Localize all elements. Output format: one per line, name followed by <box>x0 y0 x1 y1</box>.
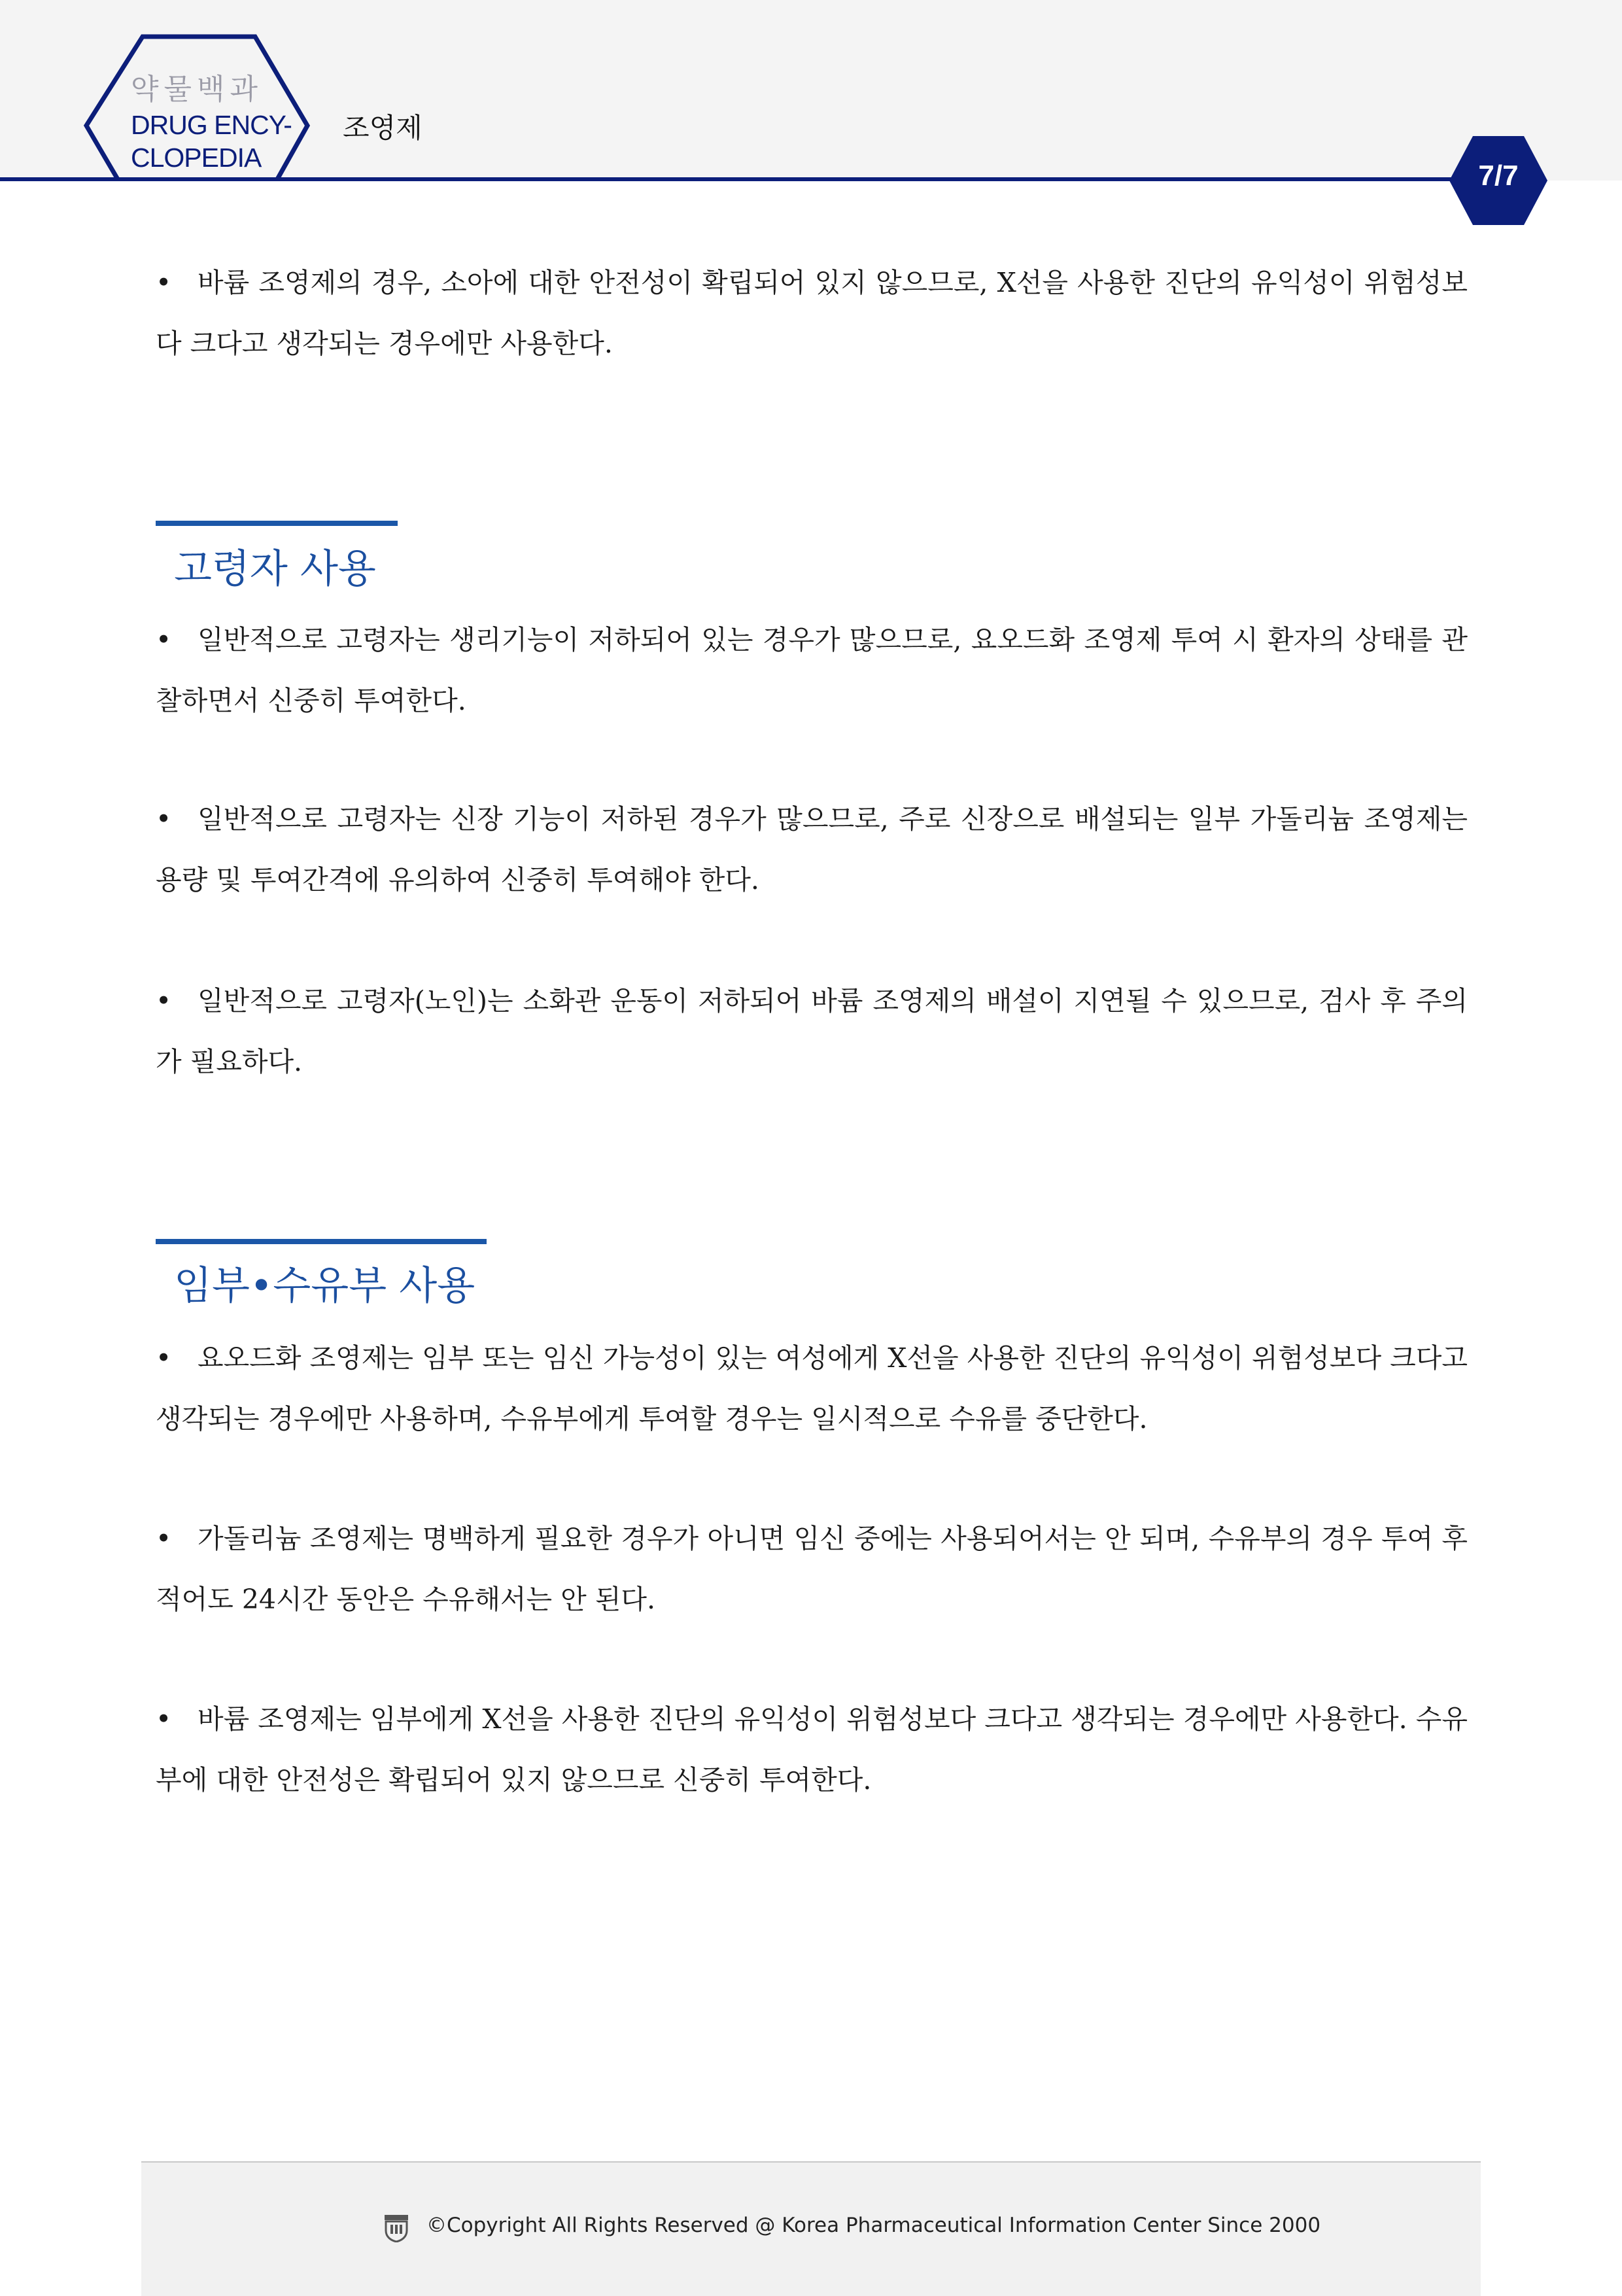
paragraph-text: 일반적으로 고령자는 생리기능이 저하되어 있는 경우가 많으므로, 요오드화 조영제 투여 시 환자의 상태를 관찰하면서 신중히 투여한다. <box>156 624 1468 716</box>
logo-english-text <box>131 109 301 174</box>
kpic-emblem-icon <box>383 2214 409 2242</box>
footer-copyright: ©Copyright All Rights Reserved @ Korea Pharmaceutical Information Center Since 2000 <box>426 2214 1321 2237</box>
section-paragraph <box>156 1328 1468 1450</box>
bullet-icon: • <box>156 624 172 655</box>
paragraph-text: 요오드화 조영제는 임부 또는 임신 가능성이 있는 여성에게 X선을 사용한 진단의 유익성이 위험성보다 크다고 생각되는 경우에만 사용하며, 수유부에게 투여할 경우는 일시적으로 수유를 중단한다. <box>156 1342 1468 1435</box>
bullet-icon: • <box>156 985 172 1017</box>
section-title-bar <box>156 1239 487 1244</box>
paragraph-text: 바륨 조영제의 경우, 소아에 대한 안전성이 확립되어 있지 않으므로, X선을 사용한 진단의 유익성이 위험성보다 크다고 생각되는 경우에만 사용한다. <box>156 267 1468 359</box>
paragraph-text: 가돌리늄 조영제는 명백하게 필요한 경우가 아니면 임신 중에는 사용되어서는 안 되며, 수유부의 경우 투여 후 적어도 24시간 동안은 수유해서는 안 된다. <box>156 1523 1468 1615</box>
bullet-icon: • <box>156 267 172 298</box>
page-indicator: 7/7 <box>1478 160 1519 192</box>
intro-paragraph <box>156 252 1468 374</box>
section-title-elderly: 고령자 사용 <box>174 546 376 592</box>
paragraph-text: 일반적으로 고령자(노인)는 소화관 운동이 저하되어 바륨 조영제의 배설이 지연될 수 있으므로, 검사 후 주의가 필요하다. <box>156 985 1468 1077</box>
bullet-icon: • <box>156 1342 172 1374</box>
document-title: 조영제 <box>343 112 423 144</box>
paragraph-text: 일반적으로 고령자는 신장 기능이 저하된 경우가 많으므로, 주로 신장으로 배설되는 일부 가돌리늄 조영제는 용량 및 투여간격에 유의하여 신중히 투여해야 한다. <box>156 803 1468 896</box>
paragraph-text: 바륨 조영제는 임부에게 X선을 사용한 진단의 유익성이 위험성보다 크다고 생각되는 경우에만 사용한다. 수유부에 대한 안전성은 확립되어 있지 않으므로 신중히 투여한다. <box>156 1703 1468 1796</box>
bullet-icon: • <box>156 1703 172 1735</box>
bullet-icon: • <box>156 803 172 835</box>
logo-english-line2: CLOPEDIA <box>131 143 262 173</box>
section-paragraph <box>156 610 1468 731</box>
section-paragraph <box>156 789 1468 911</box>
logo-english-line1: DRUG ENCY- <box>131 110 292 140</box>
logo-korean-text: 약물백과 <box>131 73 264 106</box>
bullet-icon: • <box>156 1523 172 1554</box>
section-paragraph <box>156 971 1468 1092</box>
section-paragraph <box>156 1508 1468 1630</box>
section-title-bar <box>156 521 398 526</box>
section-title-pregnancy: 임부•수유부 사용 <box>174 1263 475 1309</box>
section-paragraph <box>156 1689 1468 1811</box>
